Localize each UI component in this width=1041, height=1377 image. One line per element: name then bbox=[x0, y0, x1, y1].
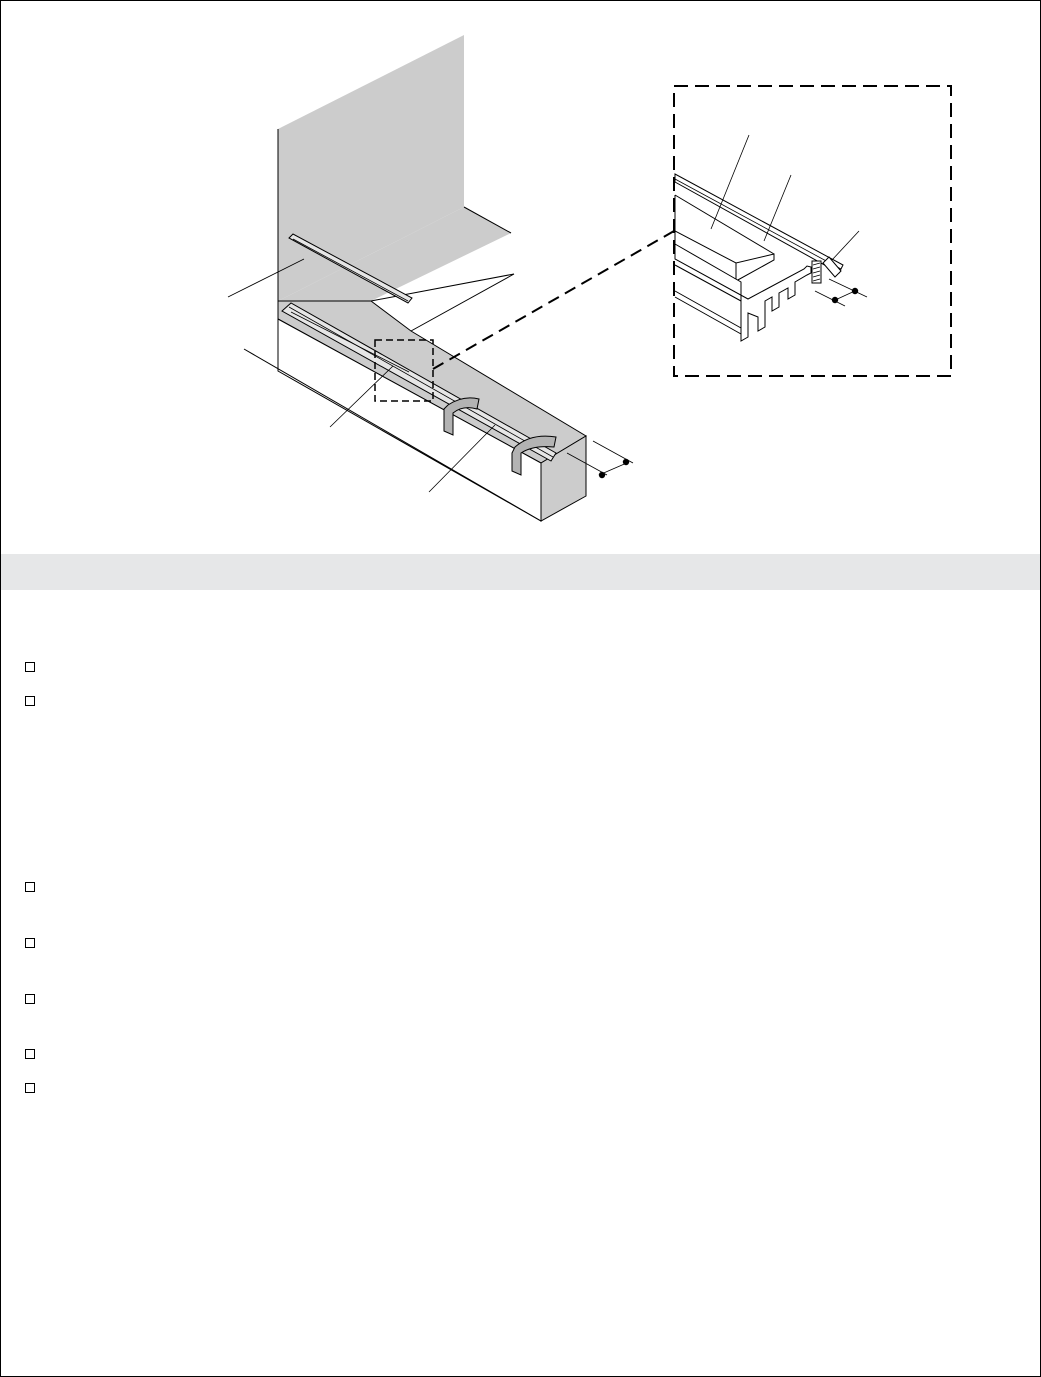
checkbox-4[interactable] bbox=[25, 938, 35, 948]
checkbox-7[interactable] bbox=[25, 1083, 35, 1093]
installation-figure bbox=[1, 1, 1040, 553]
detail-frame bbox=[674, 86, 951, 376]
dimension-detail bbox=[815, 279, 867, 306]
checkbox-2[interactable] bbox=[25, 696, 35, 706]
checkbox-1[interactable] bbox=[25, 662, 35, 672]
section-banner bbox=[1, 554, 1040, 590]
checkbox-6[interactable] bbox=[25, 1049, 35, 1059]
detail-view bbox=[675, 174, 843, 341]
checkbox-3[interactable] bbox=[25, 882, 35, 892]
leader-detail-seal bbox=[832, 231, 859, 260]
installation-diagram bbox=[1, 1, 1040, 553]
checkbox-5[interactable] bbox=[25, 994, 35, 1004]
